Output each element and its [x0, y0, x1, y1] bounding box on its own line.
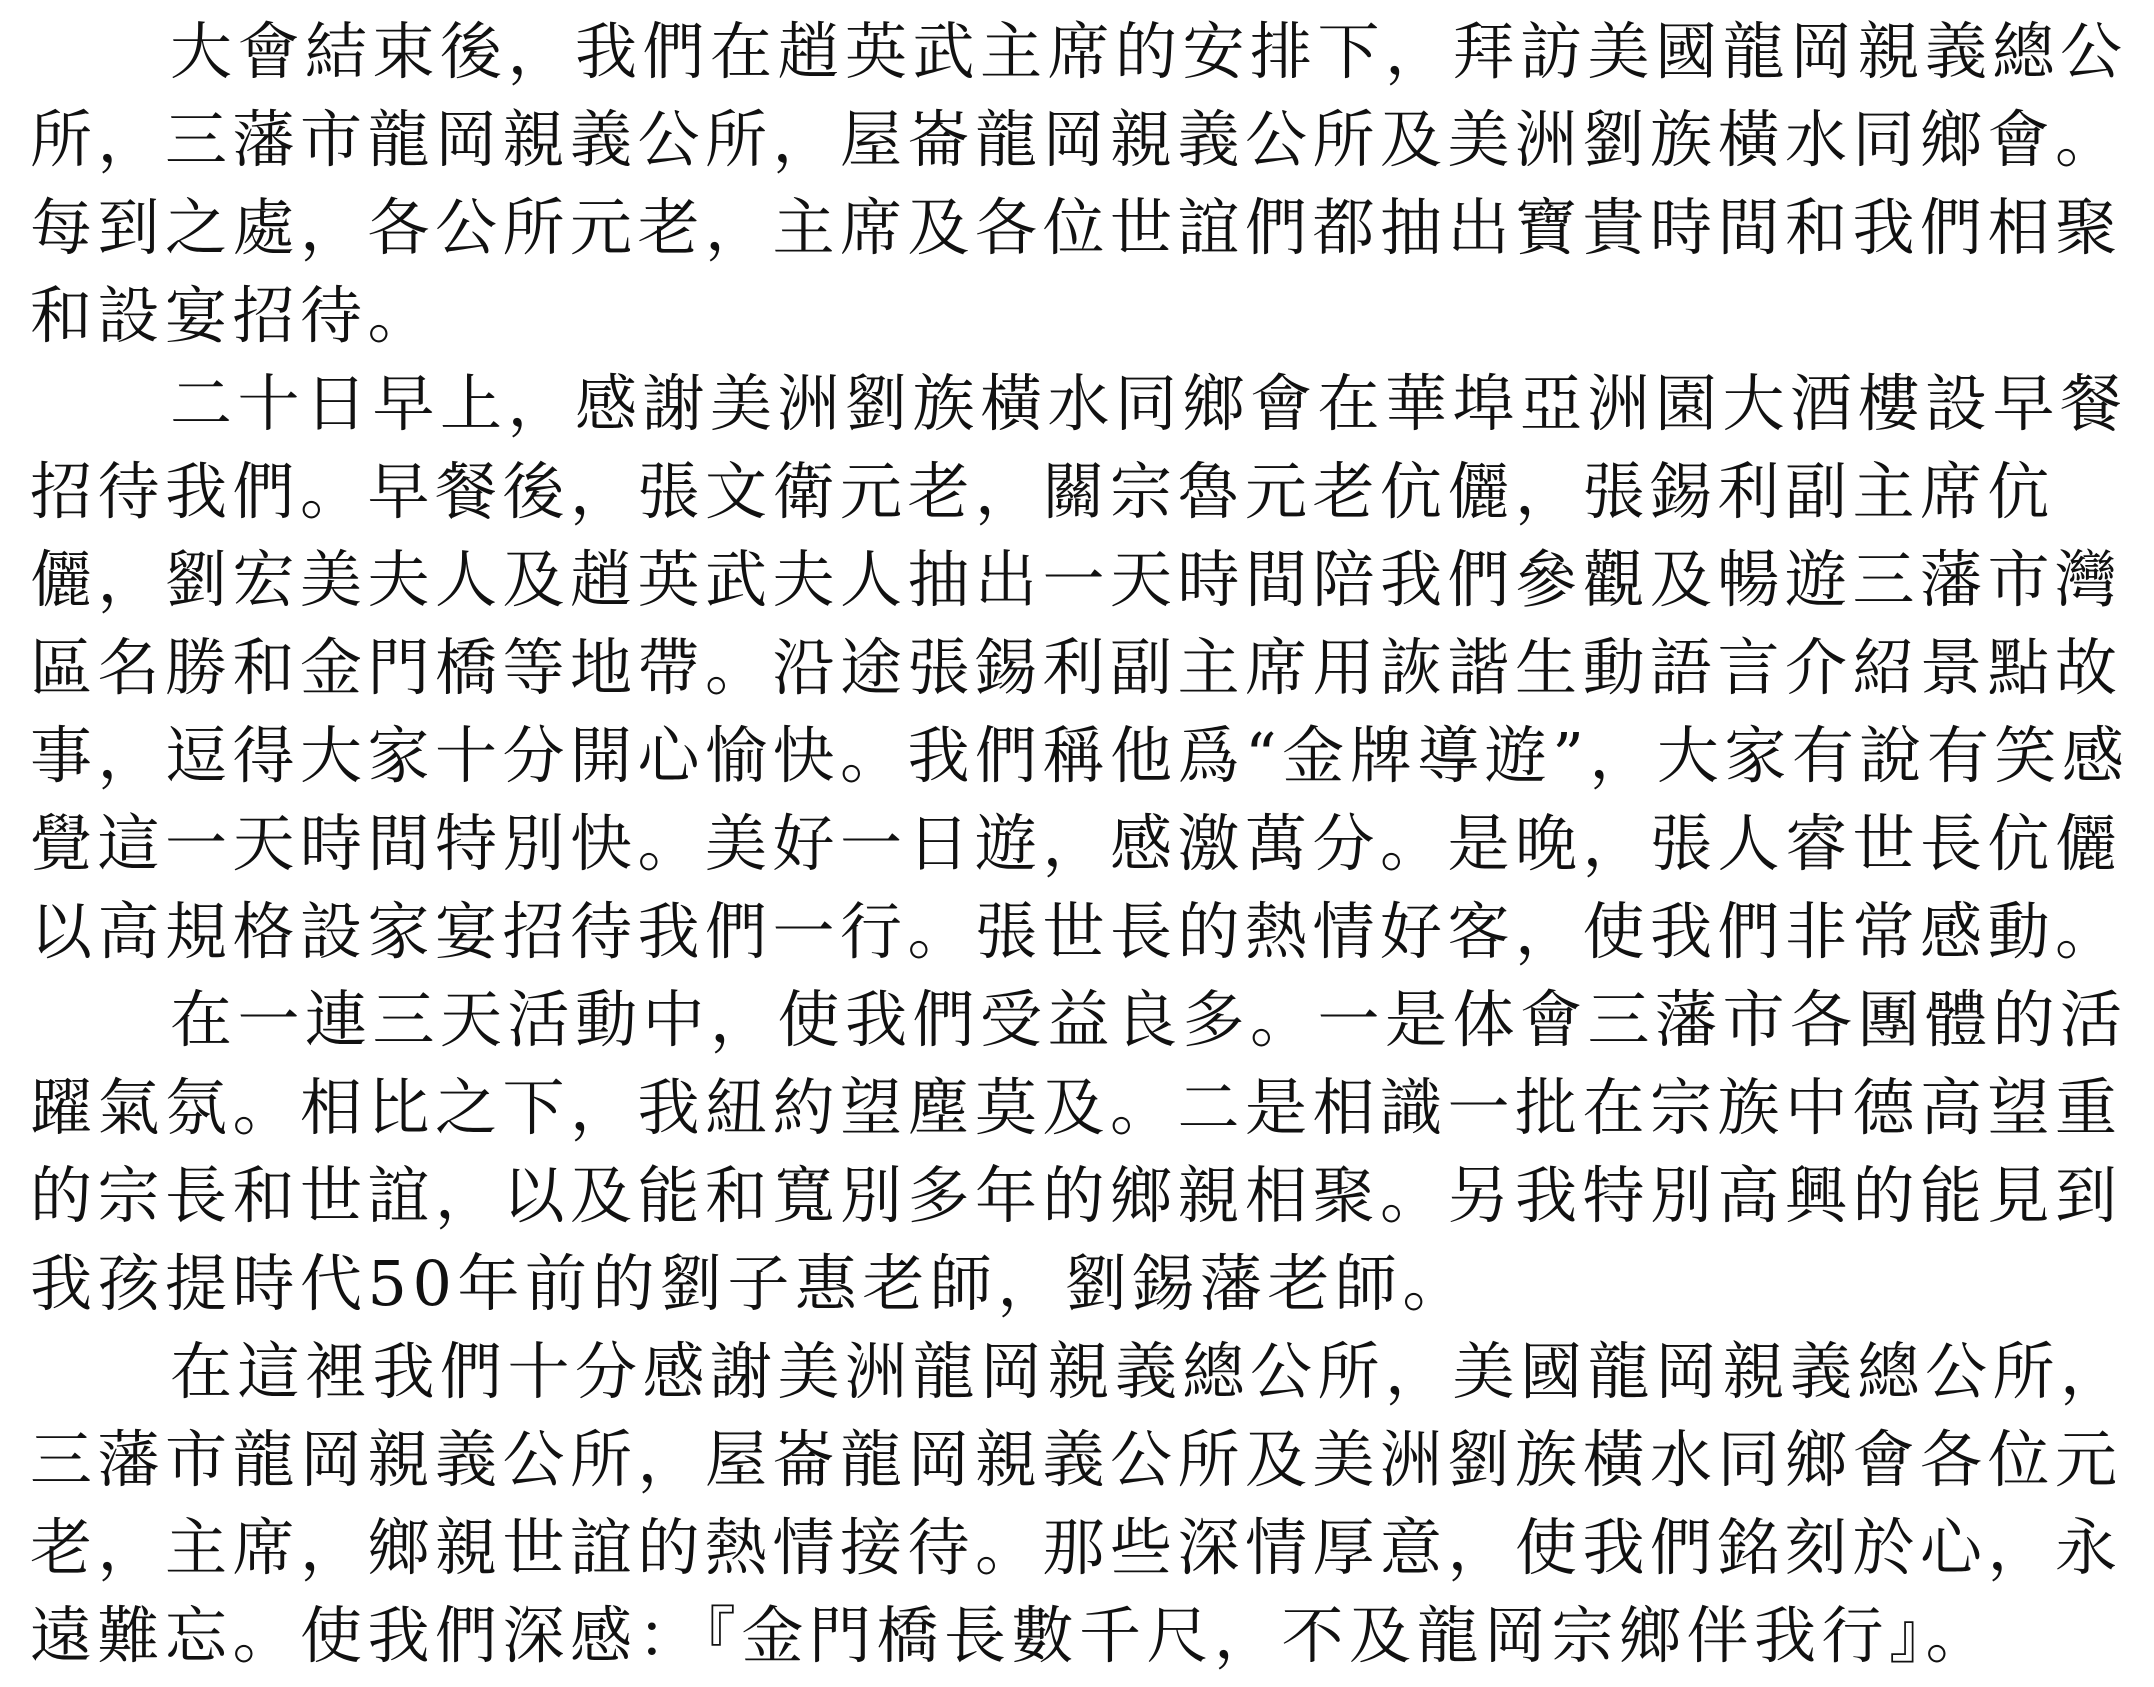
paragraph-4-line-2: 三藩市龍岡親義公所，屋崙龍岡親義公所及美洲劉族橫水同鄉會各位元: [30, 1423, 2123, 1496]
article-body: [30, 8, 2130, 1680]
paragraph-4-line-1: 在這裡我們十分感謝美洲龍岡親義總公所，美國龍岡親義總公所，: [170, 1335, 2128, 1408]
paragraph-2-line-4: 區名勝和金門橋等地帶。沿途張錫利副主席用詼諧生動語言介紹景點故: [30, 631, 2123, 704]
paragraph-2-line-6: 覺這一天時間特別快。美好一日遊，感激萬分。是晚，張人睿世長伉儷: [30, 807, 2123, 880]
paragraph-1-line-1: 大會結束後，我們在趙英武主席的安排下，拜訪美國龍岡親義總公: [170, 15, 2128, 88]
paragraph-2-line-1: 二十日早上，感謝美洲劉族橫水同鄉會在華埠亞洲園大酒樓設早餐: [170, 367, 2128, 440]
paragraph-1-line-4: 和設宴招待。: [30, 279, 436, 352]
paragraph-2-line-3: 儷，劉宏美夫人及趙英武夫人抽出一天時間陪我們參觀及暢遊三藩市灣: [30, 543, 2123, 616]
paragraph-3-line-2: 躍氣氛。相比之下，我紐約望塵莫及。二是相識一批在宗族中德高望重: [30, 1071, 2123, 1144]
paragraph-3-line-3: 的宗長和世誼，以及能和寬別多年的鄉親相聚。另我特別高興的能見到: [30, 1159, 2123, 1232]
paragraph-1-line-2: 所，三藩市龍岡親義公所，屋崙龍岡親義公所及美洲劉族橫水同鄉會。: [30, 103, 2123, 176]
paragraph-2-line-2: 招待我們。早餐後，張文衛元老，關宗魯元老伉儷，張錫利副主席伉: [30, 455, 2056, 528]
paragraph-4-line-3: 老，主席，鄉親世誼的熱情接待。那些深情厚意，使我們銘刻於心，永: [30, 1511, 2123, 1584]
paragraph-3-line-4: 我孩提時代50年前的劉子惠老師，劉錫藩老師。: [30, 1247, 1470, 1320]
paragraph-2-line-7: 以高規格設家宴招待我們一行。張世長的熱情好客，使我們非常感動。: [30, 895, 2123, 968]
paragraph-1-line-3: 每到之處，各公所元老，主席及各位世誼們都抽出寶貴時間和我們相聚: [30, 191, 2123, 264]
paragraph-4-line-4: 遠難忘。使我們深感：『金門橋長數千尺，不及龍岡宗鄉伴我行』。: [30, 1599, 1994, 1672]
paragraph-2-line-5: 事，逗得大家十分開心愉快。我們稱他爲“金牌導遊”，大家有說有笑感: [30, 719, 2130, 792]
paragraph-3-line-1: 在一連三天活動中，使我們受益良多。一是体會三藩市各團體的活: [170, 983, 2128, 1056]
